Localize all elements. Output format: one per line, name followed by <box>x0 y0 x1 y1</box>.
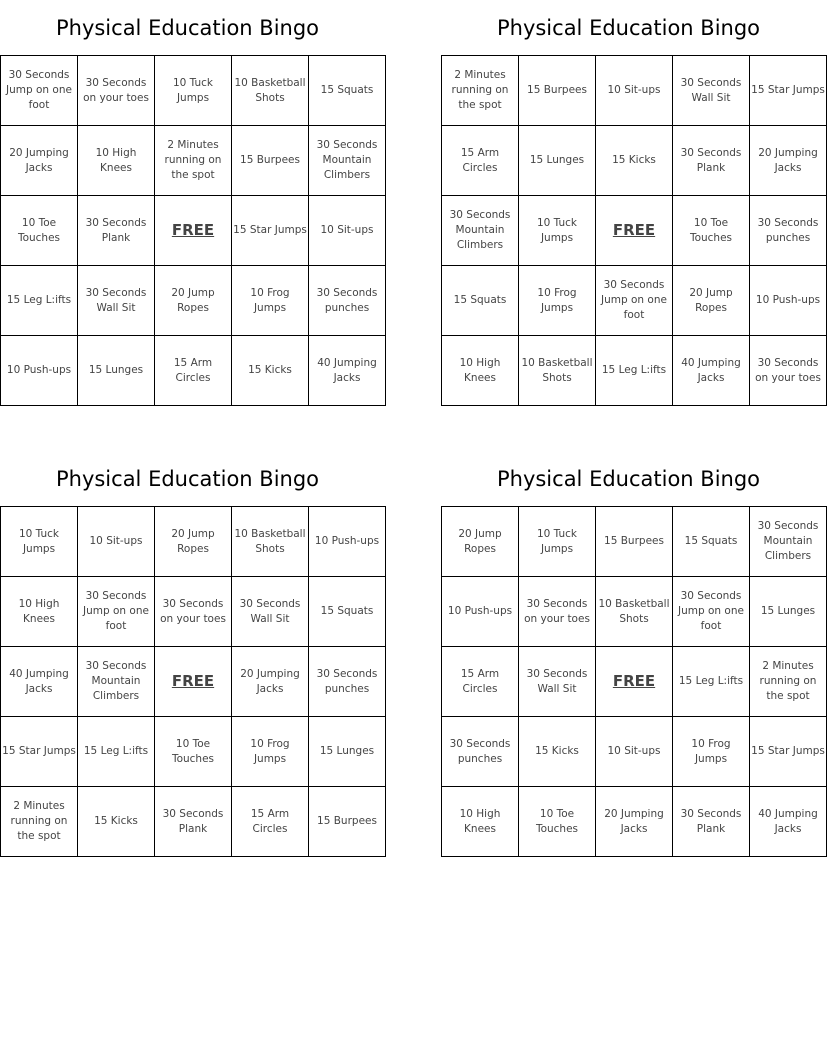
bingo-cell: 10 Tuck Jumps <box>519 196 596 266</box>
grid-row <box>442 196 827 266</box>
grid-row <box>442 507 827 577</box>
bingo-cell: 15 Kicks <box>596 126 673 196</box>
bingo-cell: 15 Burpees <box>596 507 673 577</box>
bingo-cell: 30 Seconds on your toes <box>78 56 155 126</box>
grid-row <box>1 266 386 336</box>
bingo-cell: 15 Leg L:ifts <box>1 266 78 336</box>
bingo-cell: 30 Seconds Jump on one foot <box>596 266 673 336</box>
free-space-cell: FREE <box>155 196 232 266</box>
bingo-cell: 30 Seconds on your toes <box>519 577 596 647</box>
bingo-cell: 10 Basketball Shots <box>596 577 673 647</box>
grid-row <box>442 717 827 787</box>
bingo-cell: 15 Star Jumps <box>750 717 827 787</box>
bingo-cell: 10 Basketball Shots <box>519 336 596 406</box>
bingo-cell: 10 High Knees <box>442 787 519 857</box>
bingo-cell: 10 High Knees <box>442 336 519 406</box>
bingo-cell: 20 Jumping Jacks <box>750 126 827 196</box>
card-title: Physical Education Bingo <box>55 16 320 40</box>
grid-row <box>442 266 827 336</box>
bingo-cell: 15 Lunges <box>78 336 155 406</box>
bingo-cell: 15 Kicks <box>232 336 309 406</box>
bingo-cell: 15 Lunges <box>519 126 596 196</box>
grid-row <box>442 577 827 647</box>
bingo-cell: 30 Seconds on your toes <box>155 577 232 647</box>
bingo-cell: 20 Jumping Jacks <box>232 647 309 717</box>
bingo-cell: 30 Seconds Mountain Climbers <box>78 647 155 717</box>
bingo-cell: 20 Jump Ropes <box>155 266 232 336</box>
bingo-cell: 10 Toe Touches <box>673 196 750 266</box>
free-space-cell: FREE <box>596 196 673 266</box>
bingo-cell: 15 Burpees <box>309 787 386 857</box>
bingo-cell: 30 Seconds Plank <box>673 787 750 857</box>
bingo-cell: 15 Squats <box>442 266 519 336</box>
bingo-cell: 15 Burpees <box>232 126 309 196</box>
bingo-cell: 30 Seconds punches <box>750 196 827 266</box>
bingo-cell: 15 Lunges <box>309 717 386 787</box>
grid-row <box>442 56 827 126</box>
bingo-cell: 10 Frog Jumps <box>232 266 309 336</box>
bingo-cell: 30 Seconds on your toes <box>750 336 827 406</box>
bingo-cell: 10 Toe Touches <box>1 196 78 266</box>
grid-row <box>1 577 386 647</box>
bingo-cell: 15 Squats <box>673 507 750 577</box>
grid-row <box>1 717 386 787</box>
bingo-cell: 40 Jumping Jacks <box>1 647 78 717</box>
grid-row <box>442 787 827 857</box>
bingo-cell: 20 Jump Ropes <box>442 507 519 577</box>
bingo-grid <box>0 506 386 857</box>
bingo-cell: 20 Jump Ropes <box>155 507 232 577</box>
bingo-cell: 30 Seconds Jump on one foot <box>1 56 78 126</box>
bingo-cell: 10 Sit-ups <box>78 507 155 577</box>
grid-row <box>442 647 827 717</box>
bingo-cell: 30 Seconds Plank <box>155 787 232 857</box>
bingo-cell: 30 Seconds punches <box>442 717 519 787</box>
bingo-cell: 40 Jumping Jacks <box>309 336 386 406</box>
free-space-cell: FREE <box>155 647 232 717</box>
bingo-cell: 2 Minutes running on the spot <box>750 647 827 717</box>
bingo-cell: 30 Seconds Jump on one foot <box>673 577 750 647</box>
bingo-cell: 30 Seconds punches <box>309 266 386 336</box>
bingo-cell: 30 Seconds Plank <box>673 126 750 196</box>
grid-row <box>1 196 386 266</box>
bingo-cell: 10 Sit-ups <box>309 196 386 266</box>
grid-row <box>1 647 386 717</box>
bingo-cell: 2 Minutes running on the spot <box>155 126 232 196</box>
bingo-cell: 10 Toe Touches <box>519 787 596 857</box>
bingo-cell: 10 Basketball Shots <box>232 507 309 577</box>
bingo-cell: 15 Kicks <box>519 717 596 787</box>
bingo-cell: 15 Leg L:ifts <box>78 717 155 787</box>
bingo-grid <box>441 55 827 406</box>
bingo-cell: 30 Seconds Wall Sit <box>519 647 596 717</box>
bingo-cell: 10 Toe Touches <box>155 717 232 787</box>
bingo-cell: 30 Seconds punches <box>309 647 386 717</box>
bingo-cell: 10 Push-ups <box>309 507 386 577</box>
bingo-cell: 10 Tuck Jumps <box>1 507 78 577</box>
bingo-cell: 30 Seconds Wall Sit <box>673 56 750 126</box>
grid-row <box>1 507 386 577</box>
grid-row <box>1 336 386 406</box>
bingo-cell: 15 Arm Circles <box>442 647 519 717</box>
bingo-cell: 30 Seconds Wall Sit <box>232 577 309 647</box>
bingo-cell: 30 Seconds Jump on one foot <box>78 577 155 647</box>
bingo-cell: 10 Push-ups <box>442 577 519 647</box>
bingo-cell: 15 Arm Circles <box>442 126 519 196</box>
bingo-cell: 15 Star Jumps <box>1 717 78 787</box>
bingo-cell: 20 Jump Ropes <box>673 266 750 336</box>
bingo-cell: 15 Star Jumps <box>232 196 309 266</box>
bingo-cell: 10 High Knees <box>78 126 155 196</box>
bingo-cell: 10 Sit-ups <box>596 56 673 126</box>
bingo-cell: 15 Star Jumps <box>750 56 827 126</box>
grid-row <box>442 126 827 196</box>
bingo-grid <box>441 506 827 857</box>
grid-row <box>1 126 386 196</box>
bingo-cell: 15 Arm Circles <box>155 336 232 406</box>
bingo-cell: 10 Frog Jumps <box>232 717 309 787</box>
bingo-cell: 10 Sit-ups <box>596 717 673 787</box>
bingo-cell: 15 Arm Circles <box>232 787 309 857</box>
bingo-cell: 30 Seconds Mountain Climbers <box>442 196 519 266</box>
bingo-cell: 15 Leg L:ifts <box>596 336 673 406</box>
bingo-cell: 20 Jumping Jacks <box>1 126 78 196</box>
bingo-cell: 20 Jumping Jacks <box>596 787 673 857</box>
grid-row <box>442 336 827 406</box>
card-title: Physical Education Bingo <box>496 16 761 40</box>
bingo-cell: 10 Tuck Jumps <box>519 507 596 577</box>
free-space-cell: FREE <box>596 647 673 717</box>
bingo-cell: 2 Minutes running on the spot <box>1 787 78 857</box>
bingo-cell: 30 Seconds Plank <box>78 196 155 266</box>
bingo-cell: 15 Lunges <box>750 577 827 647</box>
card-title: Physical Education Bingo <box>496 467 761 491</box>
bingo-cell: 15 Squats <box>309 577 386 647</box>
bingo-cell: 10 Basketball Shots <box>232 56 309 126</box>
bingo-cell: 10 Push-ups <box>750 266 827 336</box>
bingo-cell: 10 Frog Jumps <box>519 266 596 336</box>
bingo-cell: 30 Seconds Wall Sit <box>78 266 155 336</box>
bingo-cell: 15 Squats <box>309 56 386 126</box>
bingo-cell: 2 Minutes running on the spot <box>442 56 519 126</box>
grid-row <box>1 56 386 126</box>
grid-row <box>1 787 386 857</box>
card-title: Physical Education Bingo <box>55 467 320 491</box>
bingo-cell: 30 Seconds Mountain Climbers <box>309 126 386 196</box>
bingo-cell: 10 Frog Jumps <box>673 717 750 787</box>
bingo-cell: 30 Seconds Mountain Climbers <box>750 507 827 577</box>
bingo-cell: 10 High Knees <box>1 577 78 647</box>
bingo-cell: 15 Leg L:ifts <box>673 647 750 717</box>
bingo-cell: 40 Jumping Jacks <box>673 336 750 406</box>
bingo-cell: 15 Burpees <box>519 56 596 126</box>
bingo-grid <box>0 55 386 406</box>
bingo-cell: 40 Jumping Jacks <box>750 787 827 857</box>
bingo-cell: 10 Tuck Jumps <box>155 56 232 126</box>
bingo-cell: 10 Push-ups <box>1 336 78 406</box>
bingo-cell: 15 Kicks <box>78 787 155 857</box>
